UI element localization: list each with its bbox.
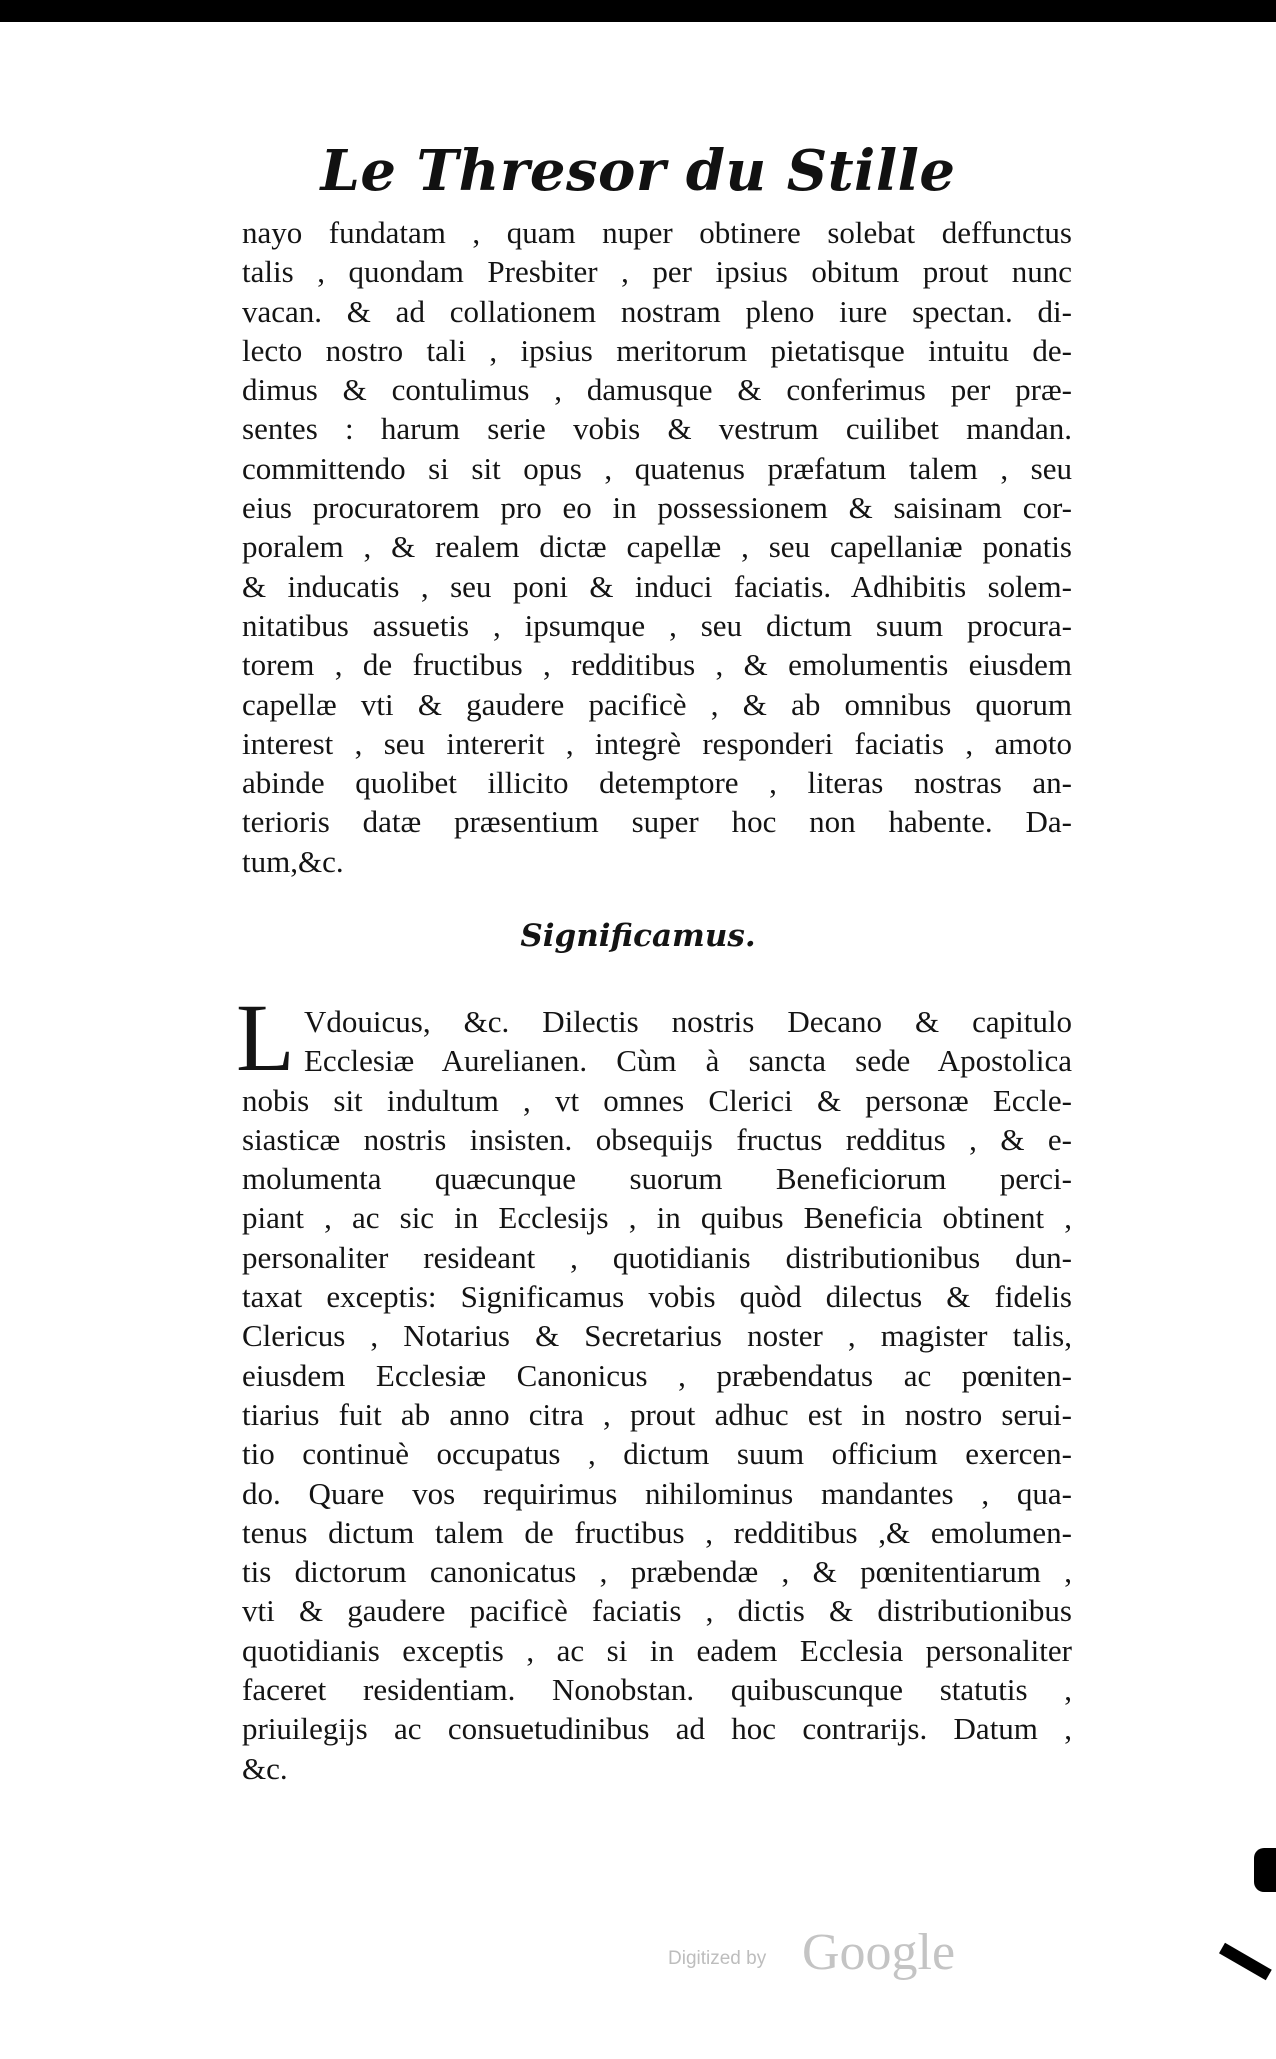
section-title: Significamus. xyxy=(520,918,756,954)
text-line: lecto nostro tali , ipsius meritorum pietatisque intuitu de- xyxy=(242,332,1072,368)
text-line: personaliter resideant , quotidianis distributionibus dun- xyxy=(242,1239,1072,1275)
text-line: tis dictorum canonicatus , præbendæ , & pœnitentiarum , xyxy=(242,1554,1072,1590)
text-line: terioris datæ præsentium super hoc non habente. Da- xyxy=(242,804,1072,840)
text-line: tenus dictum talem de fructibus , redditibus ,& emolumen- xyxy=(242,1514,1072,1550)
text-line: piant , ac sic in Ecclesijs , in quibus Beneficia obtinent , xyxy=(242,1200,1072,1236)
text-line: &c. xyxy=(242,1750,288,1786)
text-line: tio continuè occupatus , dictum suum officium exercen- xyxy=(242,1436,1072,1472)
drop-cap: L xyxy=(236,984,295,1091)
text-line: faceret residentiam. Nonobstan. quibuscunque statutis , xyxy=(242,1672,1072,1708)
text-line: vacan. & ad collationem nostram pleno iure spectan. di- xyxy=(242,293,1072,329)
scan-border-top xyxy=(0,0,1276,22)
text-line: tiarius fuit ab anno citra , prout adhuc est in nostro serui- xyxy=(242,1396,1072,1432)
scan-edge-mark xyxy=(1219,1943,1272,1980)
text-block-significamus xyxy=(242,1002,1072,1788)
text-line: poralem , & realem dictæ capellæ , seu capellaniæ ponatis xyxy=(242,529,1072,565)
text-line: committendo si sit opus , quatenus præfatum talem , seu xyxy=(242,450,1072,486)
running-head: Le Thresor du Stille xyxy=(320,138,956,204)
text-line: quotidianis exceptis , ac si in eadem Ecclesia personaliter xyxy=(242,1632,1072,1668)
text-line: Clericus , Notarius & Secretarius noster , magister talis, xyxy=(242,1318,1072,1354)
text-line: & inducatis , seu poni & induci faciatis. Adhibitis solem- xyxy=(242,568,1072,604)
watermark-prefix: Digitized by xyxy=(668,1948,767,1969)
text-line: eiusdem Ecclesiæ Canonicus , præbendatus ac pœniten- xyxy=(242,1357,1072,1393)
text-line: dimus & contulimus , damusque & conferimus per præ- xyxy=(242,372,1072,408)
scan-edge-mark xyxy=(1254,1848,1276,1892)
text-line: capellæ vti & gaudere pacificè , & ab omnibus quorum xyxy=(242,686,1072,722)
digitized-watermark xyxy=(668,1922,1008,1982)
text-line: eius procuratorem pro eo in possessionem & saisinam cor- xyxy=(242,490,1072,526)
text-line: nitatibus assuetis , ipsumque , seu dictum suum procura- xyxy=(242,607,1072,643)
text-line: vti & gaudere pacificè faciatis , dictis & distributionibus xyxy=(242,1593,1072,1629)
text-block-continuation xyxy=(242,213,1072,881)
text-line: siasticæ nostris insisten. obsequijs fructus redditus , & e- xyxy=(242,1121,1072,1157)
text-line: interest , seu intererit , integrè responderi faciatis , amoto xyxy=(242,725,1072,761)
watermark-brand: Google xyxy=(802,1924,956,1981)
text-line: talis , quondam Presbiter , per ipsius obitum prout nunc xyxy=(242,254,1072,290)
text-line: do. Quare vos requirimus nihilominus mandantes , qua- xyxy=(242,1475,1072,1511)
text-line: torem , de fructibus , redditibus , & emolumentis eiusdem xyxy=(242,647,1072,683)
text-line: nobis sit indultum , vt omnes Clerici & personæ Eccle- xyxy=(242,1082,1072,1118)
text-line: Ecclesiæ Aurelianen. Cùm à sancta sede Apostolica xyxy=(304,1043,1072,1079)
text-line: tum,&c. xyxy=(242,843,344,879)
text-line: priuilegijs ac consuetudinibus ad hoc contrarijs. Datum , xyxy=(242,1711,1072,1747)
text-line: sentes : harum serie vobis & vestrum cuilibet mandan. xyxy=(242,411,1072,447)
text-line: nayo fundatam , quam nuper obtinere solebat deffunctus xyxy=(242,215,1072,250)
text-line: taxat exceptis: Significamus vobis quòd dilectus & fidelis xyxy=(242,1279,1072,1315)
text-line: molumenta quæcunque suorum Beneficiorum perci- xyxy=(242,1161,1072,1197)
text-line: abinde quolibet illicito detemptore , literas nostras an- xyxy=(242,765,1072,801)
text-line: Vdouicus, &c. Dilectis nostris Decano & capitulo xyxy=(304,1004,1072,1039)
